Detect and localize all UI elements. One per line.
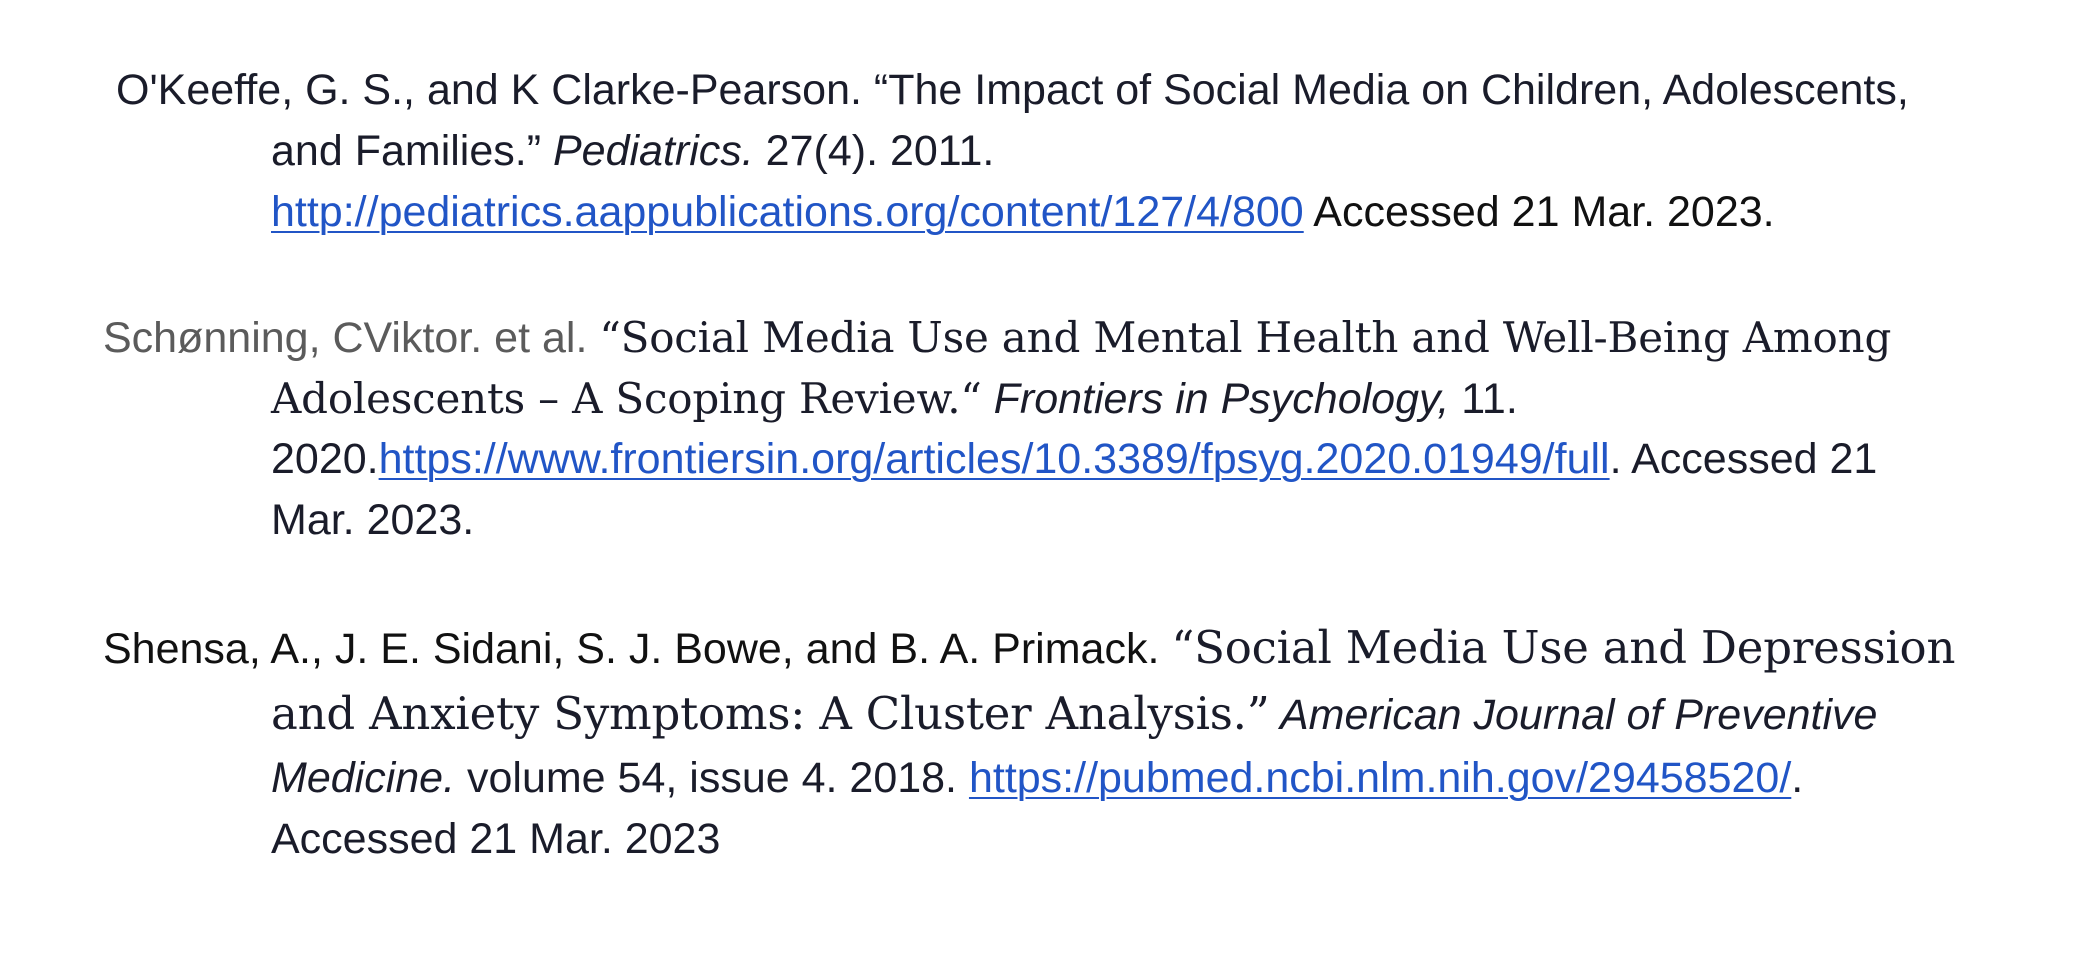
citation-accessed: Accessed 21 Mar. 2023 <box>271 815 721 863</box>
citation-title: “The Impact of Social Media on Children, Adolescents, <box>873 66 1909 114</box>
citation-accessed: . Accessed 21 <box>1609 435 1878 483</box>
citation-line-2 <box>271 121 994 182</box>
citation-volume: 11. <box>1449 375 1518 423</box>
citation-period: . <box>1791 754 1804 802</box>
citation-journal: Frontiers in Psychology, <box>981 375 1450 423</box>
citation-year: 2020. <box>271 435 379 483</box>
citation-authors: Shensa, A., J. E. Sidani, S. J. Bowe, and B. A. Primack. <box>103 625 1172 673</box>
citation-authors: O'Keeffe, G. S., and K Clarke-Pearson. <box>116 66 874 114</box>
citation-title-cont: and Families.” <box>271 127 553 175</box>
citation-accessed: Accessed 21 Mar. 2023. <box>1303 188 1775 236</box>
citation-journal: Pediatrics. <box>552 127 754 175</box>
citation-line-3 <box>271 429 1877 490</box>
citation-url-link[interactable]: https://pubmed.ncbi.nlm.nih.gov/29458520/ <box>968 754 1792 802</box>
citation-title: “Social Media Use and Mental Health and Well-Being Among <box>599 313 1892 362</box>
citation-accessed-cont: Mar. 2023. <box>271 496 475 544</box>
citation-journal-cont: Medicine. <box>271 754 456 802</box>
citation-line-2 <box>271 368 1518 430</box>
citation-title-cont: Adolescents – A Scoping Review.“ <box>271 374 982 423</box>
citation-line-3 <box>271 748 1803 809</box>
citation-title: “Social Media Use and Depression <box>1171 621 1956 674</box>
citation-url-link[interactable]: https://www.frontiersin.org/articles/10.3389/fpsyg.2020.01949/full <box>378 435 1610 483</box>
citation-line-3 <box>271 182 1775 243</box>
citation-title-cont: and Anxiety Symptoms: A Cluster Analysis.” <box>271 687 1270 740</box>
citation-line-1 <box>103 307 1891 369</box>
citation-url-link[interactable]: http://pediatrics.aappublications.org/content/127/4/800 <box>271 188 1304 236</box>
citation-volume-year: 27(4). 2011. <box>753 127 995 175</box>
citation-line-1 <box>116 60 1909 121</box>
citation-line-2 <box>271 683 1877 746</box>
citation-line-1 <box>103 617 1955 680</box>
citation-line-4 <box>271 809 720 870</box>
citation-volume-issue-year: volume 54, issue 4. 2018. <box>455 754 969 802</box>
citation-journal: American Journal of Preventive <box>1269 691 1878 739</box>
citation-line-4 <box>271 490 474 551</box>
citation-authors: Schønning, CViktor. et al. <box>103 314 600 362</box>
